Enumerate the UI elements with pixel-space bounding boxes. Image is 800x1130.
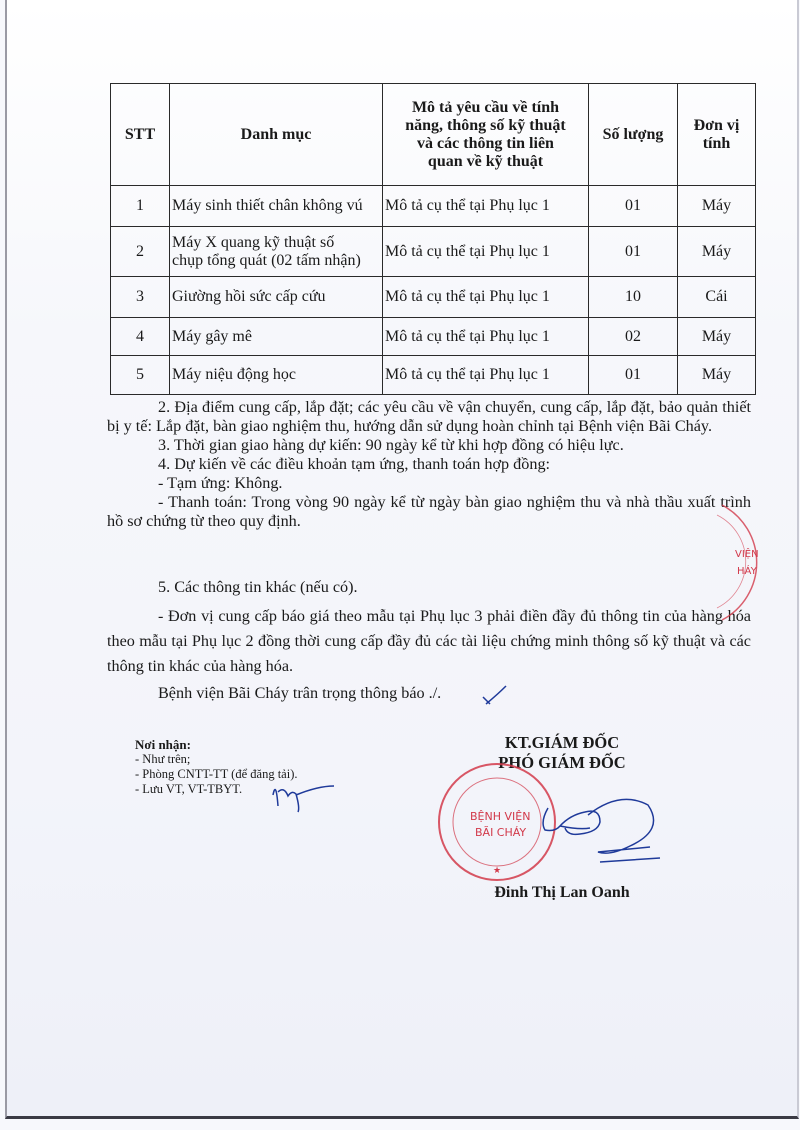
cell-stt: 1: [111, 186, 170, 227]
cell-name: [170, 227, 383, 277]
header-stt: STT: [111, 84, 170, 186]
table-row: [111, 277, 756, 318]
body-section-2: [107, 575, 751, 706]
recipient-item: - Lưu VT, VT-TBYT.: [135, 782, 243, 796]
item-4-payment: - Thanh toán: Trong vòng 90 ngày kể từ ngày bàn giao nghiệm thu và nhà thầu xuất trình hồ sơ chứng từ theo quy định.: [107, 493, 751, 530]
item-2-paragraph: 2. Địa điểm cung cấp, lắp đặt; các yêu cầu về vận chuyển, cung cấp, lắp đặt, bảo quản thiết bị y tế: Lắp đặt, bàn giao nghiệm thu, hướng dẫn sử dụng hoàn chỉnh tại Bệnh viện Bãi Cháy.: [107, 398, 751, 435]
recipients-block: [135, 737, 297, 797]
table-header-row: [111, 84, 756, 186]
cell-stt: 4: [111, 318, 170, 356]
cell-name: Máy niệu động học: [170, 356, 383, 395]
signature-title-line: PHÓ GIÁM ĐỐC: [498, 753, 626, 772]
item-3-paragraph: 3. Thời gian giao hàng dự kiến: 90 ngày kể từ khi hợp đồng có hiệu lực.: [158, 436, 624, 454]
cell-qty: 02: [589, 318, 678, 356]
cell-desc: Mô tả cụ thể tại Phụ lục 1: [383, 227, 589, 277]
recipient-item: - Như trên;: [135, 752, 191, 766]
cell-unit: Máy: [678, 186, 756, 227]
item-4-advance: - Tạm ứng: Không.: [158, 474, 283, 492]
stamp-text-line: BỆNH VIỆN: [470, 810, 531, 823]
cell-qty: 01: [589, 227, 678, 277]
cell-qty: 01: [589, 186, 678, 227]
signature-title-line: KT.GIÁM ĐỐC: [504, 733, 620, 752]
cell-unit: Máy: [678, 227, 756, 277]
closing-line: Bệnh viện Bãi Cháy trân trọng thông báo ./.: [158, 684, 442, 702]
cell-name: Máy sinh thiết chân không vú: [170, 186, 383, 227]
table-row: [111, 227, 756, 277]
header-qty: Số lượng: [589, 84, 678, 186]
cell-name: Máy gây mê: [170, 318, 383, 356]
partial-stamp-text: HÁY: [737, 566, 757, 577]
header-unit-line: tính: [702, 134, 731, 152]
table-row: [111, 356, 756, 395]
header-desc-line: quan về kỹ thuật: [427, 152, 544, 170]
signer-name: Đinh Thị Lan Oanh: [494, 884, 630, 901]
cell-unit: Cái: [678, 277, 756, 318]
header-desc: [383, 84, 589, 186]
stamp-text-line: BÃI CHÁY: [475, 826, 527, 839]
item-5-paragraph: 5. Các thông tin khác (nếu có).: [158, 578, 358, 596]
item-4-paragraph: 4. Dự kiến về các điều khoản tạm ứng, thanh toán hợp đồng:: [158, 455, 551, 473]
equipment-table: [110, 83, 756, 395]
cell-qty: 10: [589, 277, 678, 318]
header-name: Danh mục: [170, 84, 383, 186]
table-row: [111, 186, 756, 227]
cell-stt: 2: [111, 227, 170, 277]
recipients-title: Nơi nhận:: [135, 737, 191, 752]
cell-stt: 3: [111, 277, 170, 318]
cell-desc: Mô tả cụ thể tại Phụ lục 1: [383, 356, 589, 395]
cell-unit: Máy: [678, 318, 756, 356]
cell-stt: 5: [111, 356, 170, 395]
document-page: [5, 0, 799, 1119]
partial-stamp-text: VIỆN: [735, 549, 759, 560]
header-unit: [678, 84, 756, 186]
cell-name: Giường hồi sức cấp cứu: [170, 277, 383, 318]
header-desc-line: và các thông tin liên: [417, 134, 554, 152]
stamp-star-icon: ★: [493, 866, 502, 876]
cell-desc: Mô tả cụ thể tại Phụ lục 1: [383, 186, 589, 227]
cell-name-line: chụp tổng quát (02 tấm nhận): [172, 251, 361, 269]
cell-desc: Mô tả cụ thể tại Phụ lục 1: [383, 277, 589, 318]
cell-name-line: Máy X quang kỹ thuật số: [172, 233, 335, 251]
body-section-1: [107, 398, 751, 531]
header-desc-line: năng, thông số kỹ thuật: [405, 116, 566, 134]
cell-desc: Mô tả cụ thể tại Phụ lục 1: [383, 318, 589, 356]
cell-unit: Máy: [678, 356, 756, 395]
signature-title-block: [462, 733, 662, 773]
recipient-item: - Phòng CNTT-TT (để đăng tải).: [135, 767, 298, 781]
table-row: [111, 318, 756, 356]
cell-qty: 01: [589, 356, 678, 395]
item-5-detail: - Đơn vị cung cấp báo giá theo mẫu tại Phụ lục 3 phải điền đầy đủ thông tin của hàng hóa theo mẫu tại Phụ lục 2 đồng thời cung cấp đầy đủ các tài liệu chứng minh thông số kỹ thuật và các thông tin khác của hàng hóa.: [107, 607, 751, 675]
header-desc-line: Mô tả yêu cầu về tính: [411, 98, 560, 116]
header-unit-line: Đơn vị: [693, 116, 740, 134]
